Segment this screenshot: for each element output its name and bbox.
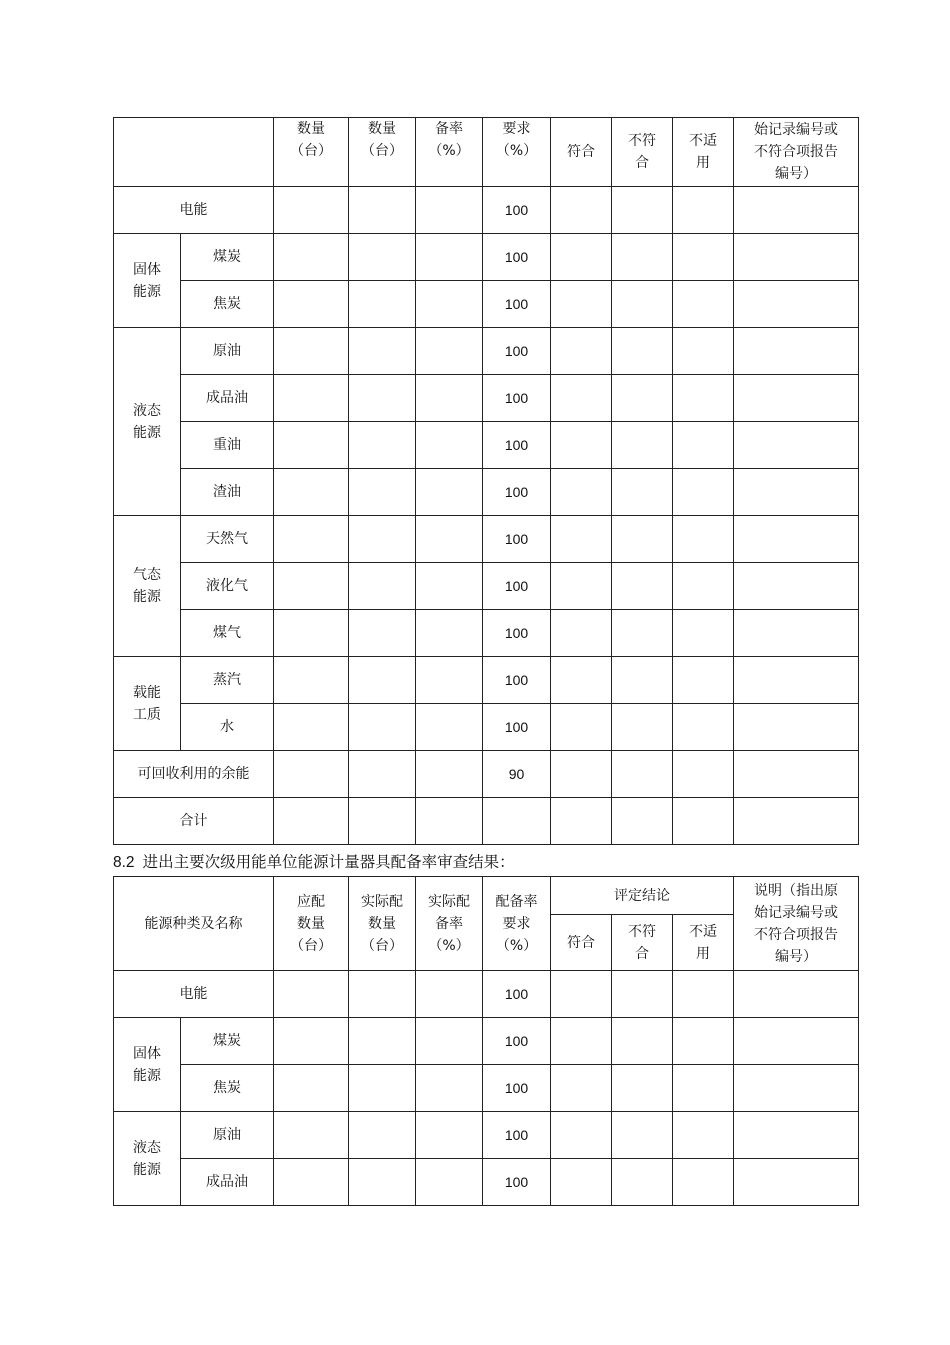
empty-cell xyxy=(551,422,612,469)
section-number: 8.2 xyxy=(113,854,135,871)
empty-cell xyxy=(349,375,416,422)
empty-cell xyxy=(349,469,416,516)
empty-cell xyxy=(349,187,416,234)
row-label: 合计 xyxy=(114,798,274,845)
empty-cell xyxy=(551,187,612,234)
table-row xyxy=(114,610,859,657)
table-row xyxy=(114,234,859,281)
header-category: 能源种类及名称 xyxy=(114,877,274,971)
empty-cell xyxy=(416,704,483,751)
required-rate-value: 100 xyxy=(483,187,551,234)
empty-cell xyxy=(612,281,673,328)
empty-cell xyxy=(416,187,483,234)
empty-cell xyxy=(673,657,734,704)
empty-cell xyxy=(551,610,612,657)
table-row xyxy=(114,187,859,234)
empty-cell xyxy=(734,1018,859,1065)
empty-cell xyxy=(673,798,734,845)
required-rate-value: 100 xyxy=(483,422,551,469)
empty-cell xyxy=(612,1112,673,1159)
empty-cell xyxy=(734,469,859,516)
empty-cell xyxy=(734,704,859,751)
empty-cell xyxy=(274,375,349,422)
empty-cell xyxy=(612,610,673,657)
empty-cell xyxy=(274,234,349,281)
required-rate-value: 90 xyxy=(483,751,551,798)
empty-cell xyxy=(673,1112,734,1159)
empty-cell xyxy=(416,1018,483,1065)
empty-cell xyxy=(612,1159,673,1206)
required-rate-value: 100 xyxy=(483,1112,551,1159)
header-actual-rate: 备率 （%） xyxy=(416,118,483,187)
required-rate-value: 100 xyxy=(483,375,551,422)
empty-cell xyxy=(612,187,673,234)
empty-cell xyxy=(612,1018,673,1065)
empty-cell xyxy=(551,281,612,328)
empty-cell xyxy=(673,187,734,234)
empty-cell xyxy=(673,375,734,422)
meter-rate-table-1 xyxy=(113,117,859,845)
empty-cell xyxy=(416,563,483,610)
empty-cell xyxy=(274,469,349,516)
empty-cell xyxy=(349,516,416,563)
empty-cell xyxy=(416,610,483,657)
table-row xyxy=(114,469,859,516)
empty-cell xyxy=(673,328,734,375)
header-nonconform: 不符 合 xyxy=(612,118,673,187)
empty-cell xyxy=(612,234,673,281)
row-label: 天然气 xyxy=(181,516,274,563)
empty-cell xyxy=(274,971,349,1018)
empty-cell xyxy=(416,422,483,469)
empty-cell xyxy=(349,422,416,469)
required-rate-value: 100 xyxy=(483,1159,551,1206)
empty-cell xyxy=(734,1112,859,1159)
empty-cell xyxy=(349,1112,416,1159)
row-label: 原油 xyxy=(181,1112,274,1159)
empty-cell xyxy=(551,375,612,422)
empty-cell xyxy=(734,657,859,704)
empty-cell xyxy=(274,610,349,657)
empty-cell xyxy=(274,563,349,610)
empty-cell xyxy=(274,798,349,845)
required-rate-value: 100 xyxy=(483,234,551,281)
row-label: 煤气 xyxy=(181,610,274,657)
required-rate-value: 100 xyxy=(483,657,551,704)
row-label: 煤炭 xyxy=(181,1018,274,1065)
empty-cell xyxy=(673,704,734,751)
empty-cell xyxy=(416,234,483,281)
empty-cell xyxy=(274,704,349,751)
empty-cell xyxy=(673,469,734,516)
row-label: 蒸汽 xyxy=(181,657,274,704)
header-required-rate: 配备率 要求 （%） xyxy=(483,877,551,971)
empty-cell xyxy=(673,751,734,798)
empty-cell xyxy=(612,704,673,751)
empty-cell xyxy=(612,657,673,704)
header-actual-qty: 数量 （台） xyxy=(349,118,416,187)
header-nonconform: 不符 合 xyxy=(612,915,673,971)
empty-cell xyxy=(416,516,483,563)
empty-cell xyxy=(612,516,673,563)
empty-cell xyxy=(734,187,859,234)
group-label: 固体 能源 xyxy=(114,234,181,328)
empty-cell xyxy=(551,751,612,798)
table-row xyxy=(114,328,859,375)
empty-cell xyxy=(416,328,483,375)
empty-cell xyxy=(734,1065,859,1112)
empty-cell xyxy=(551,1065,612,1112)
table-row xyxy=(114,422,859,469)
empty-cell xyxy=(734,234,859,281)
table-row xyxy=(114,281,859,328)
required-rate-value: 100 xyxy=(483,971,551,1018)
empty-cell xyxy=(551,328,612,375)
row-label: 焦炭 xyxy=(181,1065,274,1112)
empty-cell xyxy=(612,751,673,798)
empty-cell xyxy=(551,469,612,516)
header-not-applicable: 不适 用 xyxy=(673,118,734,187)
empty-cell xyxy=(416,1159,483,1206)
table-row xyxy=(114,751,859,798)
empty-cell xyxy=(673,563,734,610)
empty-cell xyxy=(612,469,673,516)
empty-cell xyxy=(612,798,673,845)
table-row xyxy=(114,1018,859,1065)
required-rate-value: 100 xyxy=(483,610,551,657)
empty-cell xyxy=(673,281,734,328)
empty-cell xyxy=(612,563,673,610)
table-row xyxy=(114,563,859,610)
empty-cell xyxy=(551,657,612,704)
row-label: 电能 xyxy=(114,187,274,234)
empty-cell xyxy=(274,1112,349,1159)
empty-cell xyxy=(734,610,859,657)
empty-cell xyxy=(734,281,859,328)
empty-cell xyxy=(673,422,734,469)
empty-cell xyxy=(349,281,416,328)
empty-cell xyxy=(551,1112,612,1159)
meter-rate-table-2 xyxy=(113,876,859,1206)
empty-cell xyxy=(551,704,612,751)
empty-cell xyxy=(416,798,483,845)
table-row xyxy=(114,971,859,1018)
empty-cell xyxy=(551,971,612,1018)
empty-cell xyxy=(551,563,612,610)
empty-cell xyxy=(349,657,416,704)
table-header-row xyxy=(114,118,859,187)
empty-cell xyxy=(416,375,483,422)
empty-cell xyxy=(734,563,859,610)
empty-cell xyxy=(734,516,859,563)
empty-cell xyxy=(349,328,416,375)
table-row xyxy=(114,516,859,563)
group-label: 载能 工质 xyxy=(114,657,181,751)
header-actual-qty: 实际配 数量 （台） xyxy=(349,877,416,971)
table-row xyxy=(114,1112,859,1159)
empty-cell xyxy=(612,1065,673,1112)
row-label: 重油 xyxy=(181,422,274,469)
required-rate-value: 100 xyxy=(483,328,551,375)
empty-cell xyxy=(274,328,349,375)
empty-cell xyxy=(416,657,483,704)
empty-cell xyxy=(274,281,349,328)
required-rate-value: 100 xyxy=(483,704,551,751)
table-row xyxy=(114,1159,859,1206)
row-label: 可回收利用的余能 xyxy=(114,751,274,798)
empty-cell xyxy=(673,234,734,281)
row-label: 煤炭 xyxy=(181,234,274,281)
empty-cell xyxy=(612,422,673,469)
required-rate-value: 100 xyxy=(483,516,551,563)
required-rate-value: 100 xyxy=(483,563,551,610)
empty-cell xyxy=(734,375,859,422)
row-label: 电能 xyxy=(114,971,274,1018)
table-row xyxy=(114,375,859,422)
empty-cell xyxy=(416,971,483,1018)
empty-cell xyxy=(349,798,416,845)
empty-cell xyxy=(416,281,483,328)
empty-cell xyxy=(274,657,349,704)
header-required-rate: 要求 （%） xyxy=(483,118,551,187)
empty-cell xyxy=(349,234,416,281)
empty-cell xyxy=(349,704,416,751)
group-label: 固体 能源 xyxy=(114,1018,181,1112)
empty-cell xyxy=(274,516,349,563)
required-rate-value: 100 xyxy=(483,1018,551,1065)
header-conform: 符合 xyxy=(551,118,612,187)
header-not-applicable: 不适 用 xyxy=(673,915,734,971)
empty-cell xyxy=(734,971,859,1018)
required-rate-value: 100 xyxy=(483,469,551,516)
empty-cell xyxy=(673,1018,734,1065)
empty-cell xyxy=(349,1159,416,1206)
empty-cell xyxy=(734,422,859,469)
empty-cell xyxy=(551,1018,612,1065)
empty-cell xyxy=(416,1112,483,1159)
header-conform: 符合 xyxy=(551,915,612,971)
empty-cell xyxy=(734,798,859,845)
empty-cell xyxy=(612,971,673,1018)
empty-cell xyxy=(551,234,612,281)
section-title: 进出主要次级用能单位能源计量器具配备率审查结果： xyxy=(142,853,515,871)
table-row xyxy=(114,704,859,751)
row-label: 成品油 xyxy=(181,1159,274,1206)
section-heading xyxy=(113,851,515,874)
row-label: 渣油 xyxy=(181,469,274,516)
empty-cell xyxy=(673,610,734,657)
row-label: 液化气 xyxy=(181,563,274,610)
empty-cell xyxy=(551,516,612,563)
group-label: 气态 能源 xyxy=(114,516,181,657)
empty-cell xyxy=(483,798,551,845)
empty-cell xyxy=(673,1065,734,1112)
empty-cell xyxy=(673,516,734,563)
empty-cell xyxy=(734,751,859,798)
empty-cell xyxy=(349,563,416,610)
empty-cell xyxy=(349,1065,416,1112)
header-evaluation: 评定结论 xyxy=(551,877,734,915)
empty-cell xyxy=(612,375,673,422)
empty-cell xyxy=(551,798,612,845)
empty-cell xyxy=(734,1159,859,1206)
table-row xyxy=(114,1065,859,1112)
row-label: 焦炭 xyxy=(181,281,274,328)
empty-cell xyxy=(551,1159,612,1206)
header-planned-qty: 数量 （台） xyxy=(274,118,349,187)
empty-cell xyxy=(274,1018,349,1065)
empty-cell xyxy=(734,328,859,375)
group-label: 液态 能源 xyxy=(114,328,181,516)
empty-cell xyxy=(274,187,349,234)
empty-cell xyxy=(416,1065,483,1112)
empty-cell xyxy=(673,971,734,1018)
empty-cell xyxy=(673,1159,734,1206)
empty-cell xyxy=(349,971,416,1018)
required-rate-value: 100 xyxy=(483,1065,551,1112)
empty-cell xyxy=(274,1065,349,1112)
required-rate-value: 100 xyxy=(483,281,551,328)
header-note: 说明（指出原 始记录编号或 不符合项报告 编号） xyxy=(734,877,859,971)
row-label: 成品油 xyxy=(181,375,274,422)
table-header-row xyxy=(114,877,859,915)
group-label: 液态 能源 xyxy=(114,1112,181,1206)
header-blank-cell xyxy=(114,118,274,187)
empty-cell xyxy=(274,751,349,798)
header-actual-rate: 实际配 备率 （%） xyxy=(416,877,483,971)
empty-cell xyxy=(416,469,483,516)
empty-cell xyxy=(274,422,349,469)
table-row xyxy=(114,657,859,704)
row-label: 水 xyxy=(181,704,274,751)
header-planned-qty: 应配 数量 （台） xyxy=(274,877,349,971)
row-label: 原油 xyxy=(181,328,274,375)
empty-cell xyxy=(612,328,673,375)
empty-cell xyxy=(349,1018,416,1065)
header-note: 始记录编号或 不符合项报告 编号） xyxy=(734,118,859,187)
empty-cell xyxy=(416,751,483,798)
empty-cell xyxy=(274,1159,349,1206)
table-row xyxy=(114,798,859,845)
empty-cell xyxy=(349,610,416,657)
empty-cell xyxy=(349,751,416,798)
